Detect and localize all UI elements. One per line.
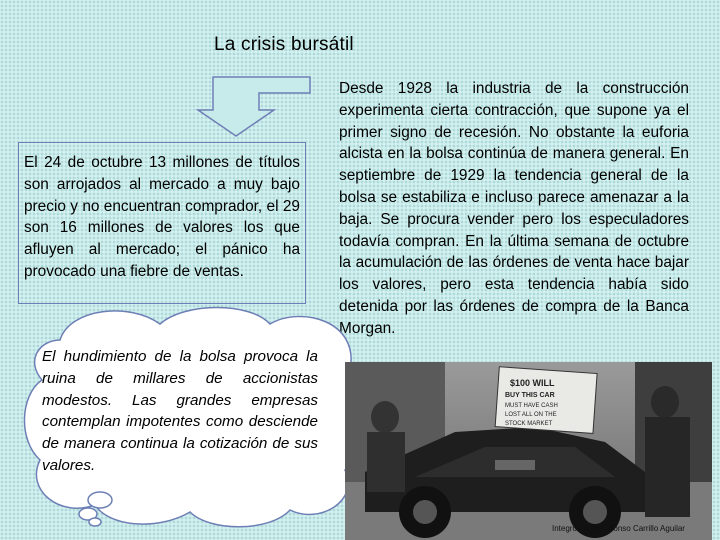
slide-title: La crisis bursátil	[214, 34, 354, 55]
sign-line-3: MUST HAVE CASH	[505, 403, 558, 409]
sign-line-2: BUY THIS CAR	[505, 392, 555, 399]
left-box-text: El 24 de octubre 13 millones de títulos son arrojados al mercado a muy bajo precio y no encuentran comprador, el 29 son 16 millones de valores los que afluyen al mercado; el pánico ha provocado una fiebre de ventas.	[24, 154, 300, 280]
sign-line-1: $100 WILL	[510, 378, 555, 388]
sign-line-4: LOST ALL ON THE	[505, 412, 557, 418]
sign-line-5: STOCK MARKET	[505, 421, 553, 427]
credit-text: Integrò:Rafael Alfonso Carrillo Aguilar	[552, 524, 685, 533]
right-text: Desde 1928 la industria de la construcción experimenta cierta contracción, que supone ya el primer signo de recesión. No obstante la euforia alcista en la bolsa continúa de manera general. En septiembre de 1929 la tendencia general de la bolsa se estabiliza e incluso parece amenazar a la baja. Se procura vender pero los especuladores todavía compran. En la última semana de octubre la acumulación de las órdenes de venta hace bajar los valores, pero esta tendencia había sido detenida por las órdenes de compra de la Banca Morgan.	[339, 80, 689, 337]
cloud-text: El hundimiento de la bolsa provoca la ruina de millares de accionistas modestos. Las grandes empresas contemplan impotentes como desciende de manera continua la cotización de sus valores.	[42, 348, 318, 474]
crash-photo	[345, 362, 712, 540]
down-arrow-icon	[190, 70, 320, 142]
